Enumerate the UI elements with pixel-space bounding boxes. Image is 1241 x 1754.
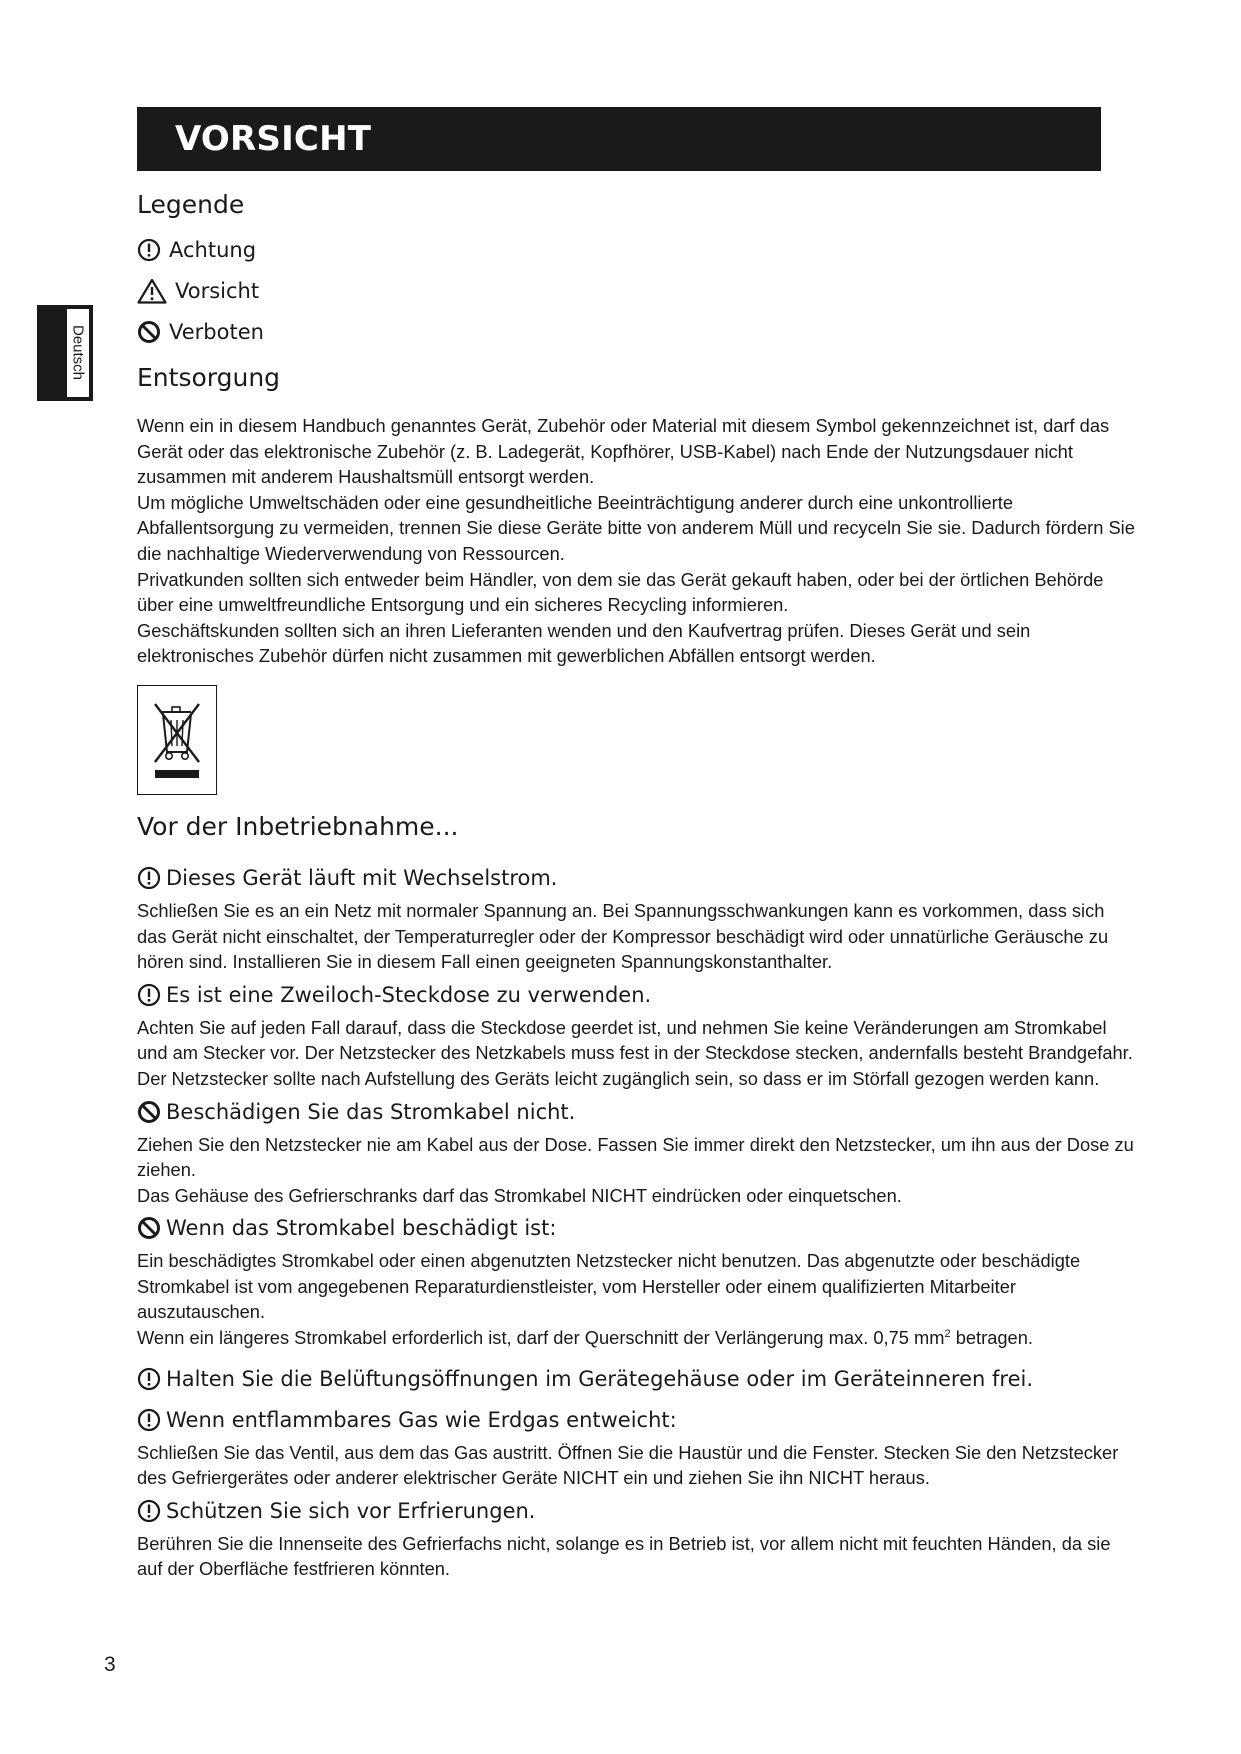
disposal-text: [137, 413, 1137, 669]
disposal-paragraph: Privatkunden sollten sich entweder beim Händler, von dem sie das Gerät gekauft haben, oder bei der örtlichen Behörde über eine umweltfreundliche Entsorgung und ein sicheres Recycling informieren.: [137, 568, 1104, 616]
disposal-paragraph: Geschäftskunden sollten sich an ihren Lieferanten wenden und den Kaufvertrag prüfen. Dieses Gerät und sein elektronisches Zubehör dürfen nicht zusammen mit gewerblichen Abfällen entsorgt werden.: [137, 619, 1031, 667]
legend-item: [137, 229, 1137, 270]
legend-item: [137, 270, 1137, 311]
exclamation-circle-icon: [137, 983, 161, 1007]
safety-item-title: Dieses Gerät läuft mit Wechselstrom.: [166, 865, 558, 890]
exclamation-circle-icon: [137, 1499, 161, 1523]
exclamation-circle-icon: [137, 1408, 161, 1432]
safety-item: [137, 1097, 1137, 1209]
disposal-paragraph: Wenn ein in diesem Handbuch genanntes Gerät, Zubehör oder Material mit diesem Symbol gekennzeichnet ist, darf das Gerät oder das elektronische Zubehör (z. B. Ladegerät, Kopfhörer, USB-Kabel) nach Ende der Nutzungsdauer nicht zusammen mit anderem Haushaltsmüll entsorgt werden.: [137, 415, 1110, 488]
before-use-heading: Vor der Inbetriebnahme...: [137, 811, 459, 841]
safety-item: [137, 1364, 1137, 1394]
legend-label: Verboten: [169, 319, 264, 344]
legend-label: Achtung: [169, 237, 257, 262]
safety-item-title: Es ist eine Zweiloch-Steckdose zu verwenden.: [166, 982, 652, 1007]
safety-item: [137, 1405, 1137, 1491]
safety-item-title: Beschädigen Sie das Stromkabel nicht.: [166, 1099, 576, 1124]
legend-label: Vorsicht: [175, 278, 260, 303]
safety-item-text: Schließen Sie es an ein Netz mit normaler Spannung an. Bei Spannungsschwankungen kann es vorkommen, dass sich das Gerät nicht einschaltet, der Temperaturregler oder der Kompressor beschädigt wird oder unnatürliche Geräusche zu hören sind. Installieren Sie in diesem Fall einen geeigneten Spannungskonstanthalter.: [137, 899, 1109, 973]
safety-item: [137, 1496, 1137, 1582]
safety-item-title: Halten Sie die Belüftungsöffnungen im Gerätegehäuse oder im Geräteinneren frei.: [166, 1366, 1034, 1391]
legend-list: [137, 229, 1137, 352]
safety-item-text: Wenn ein längeres Stromkabel erforderlich ist, darf der Querschnitt der Verlängerung max. 0,75 $mm^2$ betragen.: [137, 1327, 1033, 1349]
page-title: VORSICHT: [175, 119, 372, 159]
crossed-out-wheelie-bin-icon: [137, 685, 217, 795]
safety-item: [137, 980, 1137, 1092]
safety-item-text: Achten Sie auf jeden Fall darauf, dass die Steckdose geerdet ist, und nehmen Sie keine Veränderungen am Stromkabel und am Stecker vor. Der Netzstecker des Netzkabels muss fest in der Steckdose stecken, andernfalls besteht Brandgefahr. Der Netzstecker sollte nach Aufstellung des Geräts leicht zugänglich sein, so dass er im Störfall gezogen werden kann.: [137, 1016, 1133, 1089]
exclamation-circle-icon: [137, 866, 161, 890]
safety-item: [137, 1213, 1137, 1350]
safety-item-text: Schließen Sie das Ventil, aus dem das Gas austritt. Öffnen Sie die Haustür und die Fenster. Stecken Sie den Netzstecker des Gefriergerätes oder anderer elektrischer Geräte NICHT ein und ziehen Sie ihn NICHT heraus.: [137, 1441, 1119, 1489]
legend-item: [137, 311, 1137, 352]
safety-item-title: Schützen Sie sich vor Erfrierungen.: [166, 1498, 536, 1523]
exclamation-circle-icon: [137, 238, 161, 262]
safety-item-title: Wenn entflammbares Gas wie Erdgas entweicht:: [166, 1407, 677, 1432]
safety-item: [137, 863, 1137, 975]
warning-triangle-icon: [137, 278, 167, 304]
main-content: [137, 187, 1137, 1582]
safety-item-text: Das Gehäuse des Gefrierschranks darf das Stromkabel NICHT eindrücken oder einquetschen.: [137, 1184, 902, 1206]
language-label: Deutsch: [69, 325, 87, 381]
safety-item-text: Ein beschädigtes Stromkabel oder einen abgenutzten Netzstecker nicht benutzen. Das abgenutzte oder beschädigte Stromkabel ist vom angegebenen Reparaturdienstleister, vom Hersteller oder einem qualifizierten Mitarbeiter auszutauschen.: [137, 1250, 1081, 1323]
language-tab: [37, 305, 93, 401]
disposal-paragraph: Um mögliche Umweltschäden oder eine gesundheitliche Beeinträchtigung anderer durch eine unkontrollierte Abfallentsorgung zu vermeiden, trennen Sie diese Geräte bitte von anderem Müll und recyceln Sie sie. Dadurch fördern Sie die nachhaltige Wiederverwendung von Ressourcen.: [137, 491, 1135, 564]
safety-item-title: Wenn das Stromkabel beschädigt ist:: [166, 1216, 557, 1241]
caution-banner: [137, 107, 1101, 171]
disposal-heading: Entsorgung: [137, 363, 281, 392]
prohibited-icon: [137, 1216, 161, 1240]
prohibited-icon: [137, 320, 161, 344]
legend-heading: Legende: [137, 190, 245, 219]
page-number: 3: [104, 1653, 116, 1676]
prohibited-icon: [137, 1100, 161, 1124]
safety-item-text: Ziehen Sie den Netzstecker nie am Kabel aus der Dose. Fassen Sie immer direkt den Netzstecker, um ihn aus der Dose zu ziehen.: [137, 1133, 1134, 1181]
exclamation-circle-icon: [137, 1367, 161, 1391]
safety-item-text: Berühren Sie die Innenseite des Gefrierfachs nicht, solange es in Betrieb ist, vor allem nicht mit feuchten Händen, da sie auf der Oberfläche festfrieren könnten.: [137, 1532, 1111, 1580]
